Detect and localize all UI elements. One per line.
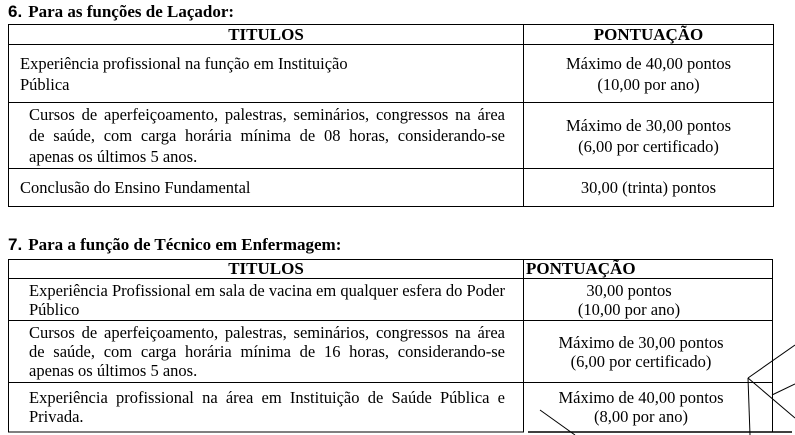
table-row — [9, 169, 774, 207]
section-7-title — [8, 235, 341, 255]
pontuacao-line-1: 30,00 (trinta) pontos — [580, 178, 717, 197]
header-titulos: TITULOS — [9, 260, 524, 279]
pontuacao-line-1: Máximo de 30,00 pontos — [558, 332, 724, 352]
row-pontuacao — [524, 279, 773, 321]
pontuacao-line-2: (6,00 por certificado) — [570, 351, 712, 371]
diagonal-artifact — [772, 384, 795, 395]
pontuacao-line-2: (10,00 por ano) — [577, 299, 681, 319]
row-pontuacao — [524, 45, 774, 103]
row-titulo: Experiência profissional na função em Instituição Pública — [9, 45, 524, 103]
pontuacao-line-2: (8,00 por ano) — [594, 407, 688, 427]
table-row — [9, 279, 773, 321]
pontuacao-line-1: Máximo de 30,00 pontos — [566, 115, 731, 135]
table-row — [9, 103, 774, 169]
table-row — [9, 321, 773, 383]
table-header-row — [9, 260, 773, 279]
pontuacao-line-1: 30,00 pontos — [586, 280, 672, 300]
row-pontuacao — [524, 169, 774, 207]
table-header-row — [9, 25, 774, 45]
section-7-table — [8, 259, 773, 432]
section-6-title-text: Para as funções de Laçador: — [28, 2, 235, 21]
section-6-number: 6. — [8, 2, 23, 21]
row-pontuacao — [524, 383, 773, 432]
table-row — [9, 45, 774, 103]
header-pontuacao: PONTUAÇÃO — [524, 25, 774, 45]
table-row — [9, 383, 773, 432]
section-7-number: 7. — [8, 235, 23, 254]
row-titulo: Experiência Profissional em sala de vacina em qualquer esfera do Poder Público — [9, 279, 524, 321]
row-titulo: Cursos de aperfeiçoamento, palestras, seminários, congressos na área de saúde, com carga horária mínima de 08 horas, considerando-se apenas os últimos 5 anos. — [9, 103, 524, 169]
pontuacao-line-1: Máximo de 40,00 pontos — [566, 53, 731, 73]
header-pontuacao: PONTUAÇÃO — [524, 260, 773, 279]
section-6-table — [8, 24, 774, 207]
pontuacao-line-2: (10,00 por ano) — [597, 74, 700, 94]
row-titulo: Cursos de aperfeiçoamento, palestras, seminários, congressos na área de saúde, com carga horária mínima de 16 horas, considerando-se apenas os últimos 5 anos. — [9, 321, 524, 383]
row-pontuacao — [524, 321, 773, 383]
row-titulo: Conclusão do Ensino Fundamental — [9, 169, 524, 207]
pontuacao-line-2: (6,00 por certificado) — [578, 136, 719, 156]
pontuacao-line-1: Máximo de 40,00 pontos — [558, 388, 724, 408]
header-titulos: TITULOS — [9, 25, 524, 45]
section-7-title-text: Para a função de Técnico em Enfermagem: — [28, 235, 342, 254]
row-pontuacao — [524, 103, 774, 169]
section-6-title — [8, 2, 234, 22]
row-titulo: Experiência profissional na área em Instituição de Saúde Pública e Privada. — [9, 383, 524, 432]
